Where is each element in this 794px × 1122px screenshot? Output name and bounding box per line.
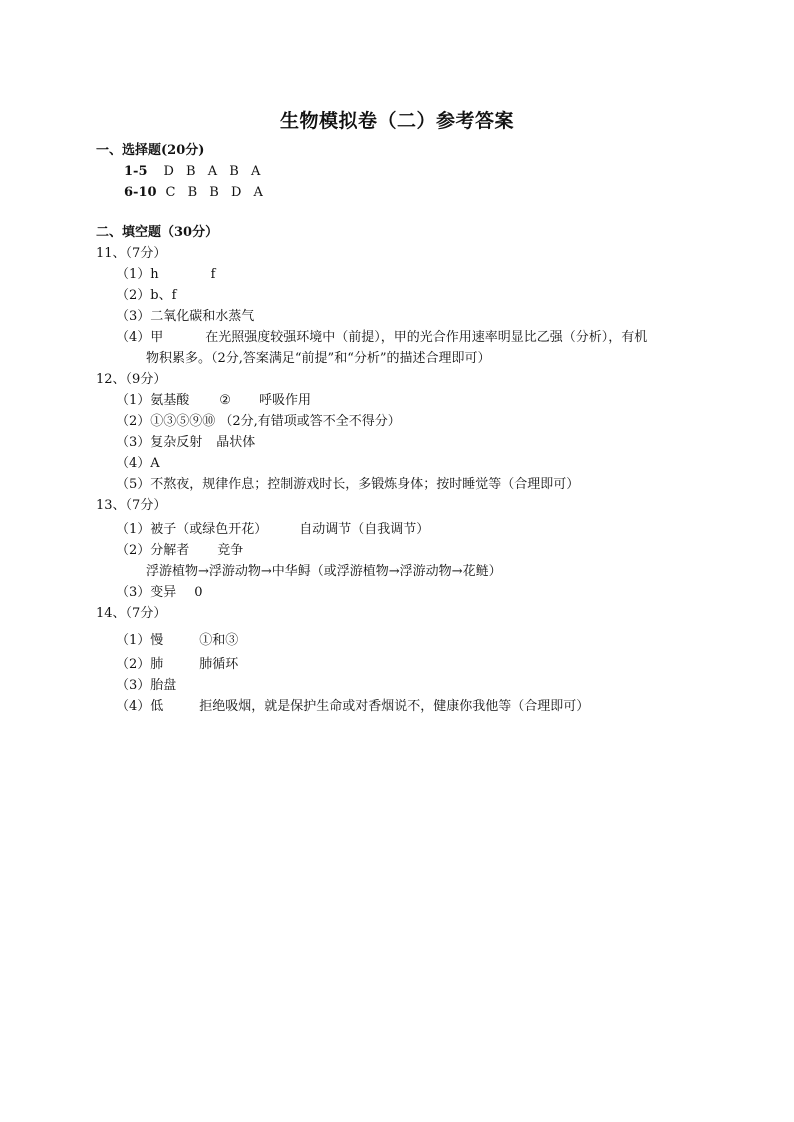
q13-answer-1 <box>116 521 429 538</box>
answer-number: （3） <box>116 435 151 450</box>
q11-answer-1 <box>116 266 215 283</box>
q12-answer-3 <box>116 434 255 451</box>
page-title: 生物模拟卷（二）参考答案 <box>279 110 514 132</box>
answer-part: h <box>150 267 159 282</box>
q14-answer-1 <box>116 632 238 649</box>
answer-part: 分解者 <box>150 543 190 558</box>
choice-row-answers: D B A B A <box>163 164 265 179</box>
section2-heading: 二、填空题（30分） <box>96 225 219 240</box>
q12-answer-1 <box>116 392 311 409</box>
q11-answer-2: （2）b、f <box>116 288 177 303</box>
choice-row-1 <box>124 163 264 180</box>
answer-part: 晶状体 <box>216 435 256 450</box>
answer-part: 肺 <box>150 657 164 672</box>
q14-answer-2 <box>116 656 238 673</box>
answer-part: 肺循环 <box>199 657 239 672</box>
q11-answer-3: （3）二氧化碳和水蒸气 <box>116 309 255 324</box>
section1-heading: 一、选择题(20分) <box>96 143 205 158</box>
q13-answer-3 <box>116 584 203 601</box>
answer-number: （3） <box>116 585 151 600</box>
q12-answer-5: （5）不熬夜，规律作息；控制游戏时长，多锻炼身体；按时睡觉等（合理即可） <box>116 477 580 492</box>
q13-answer-2-continued: 浮游植物→浮游动物→中华鲟（或浮游植物→浮游动物→花鲢） <box>146 564 502 579</box>
q11-heading: 11、（7分） <box>96 246 167 261</box>
answer-part: 甲 <box>150 330 164 345</box>
q14-heading: 14、（7分） <box>96 606 167 621</box>
answer-part: 复杂反射 <box>150 435 203 450</box>
q14-answer-3: （3）胎盘 <box>116 678 177 693</box>
answer-part: 竞争 <box>217 543 244 558</box>
q14-answer-4 <box>116 698 589 715</box>
answer-number: （2） <box>116 543 151 558</box>
answer-number: （1） <box>116 522 151 537</box>
answer-part: 慢 <box>150 633 164 648</box>
answer-number: （1） <box>116 633 151 648</box>
choice-row-label: 6-10 <box>124 185 157 200</box>
q11-answer-4 <box>116 329 647 346</box>
answer-part: 拒绝吸烟，就是保护生命或对香烟说不，健康你我他等（合理即可） <box>199 699 590 714</box>
answer-part: 呼吸作用 <box>258 393 311 408</box>
choice-row-answers: C B B D A <box>165 185 267 200</box>
q13-answer-2 <box>116 542 243 559</box>
answer-number: （1） <box>116 393 151 408</box>
answer-number: （4） <box>116 699 151 714</box>
q12-answer-4: （4）A <box>116 456 160 471</box>
q12-answer-2: （2）①③⑤⑨⑩ （2分,有错项或答不全不得分） <box>116 414 401 429</box>
answer-part: 0 <box>194 585 203 600</box>
choice-row-label: 1-5 <box>124 164 148 179</box>
answer-part: 低 <box>150 699 164 714</box>
choice-row-2 <box>124 184 267 201</box>
q12-heading: 12、（9分） <box>96 372 167 387</box>
answer-part: f <box>210 267 216 282</box>
q13-heading: 13、（7分） <box>96 498 167 513</box>
answer-part: ①和③ <box>199 633 239 648</box>
answer-number: （1） <box>116 267 151 282</box>
answer-part: 被子（或绿色开花） <box>150 522 268 537</box>
answer-part: 氨基酸 <box>150 393 190 408</box>
answer-part: ② <box>219 393 231 408</box>
q11-answer-4-continued: 物积累多。（2分,答案满足“前提”和“分析”的描述合理即可） <box>146 351 491 366</box>
answer-part: 在光照强度较强环境中（前提），甲的光合作用速率明显比乙强（分析），有机 <box>205 330 648 345</box>
answer-part: 自动调节（自我调节） <box>299 522 430 537</box>
answer-number: （2） <box>116 657 151 672</box>
answer-part: 变异 <box>150 585 177 600</box>
answer-number: （4） <box>116 330 151 345</box>
